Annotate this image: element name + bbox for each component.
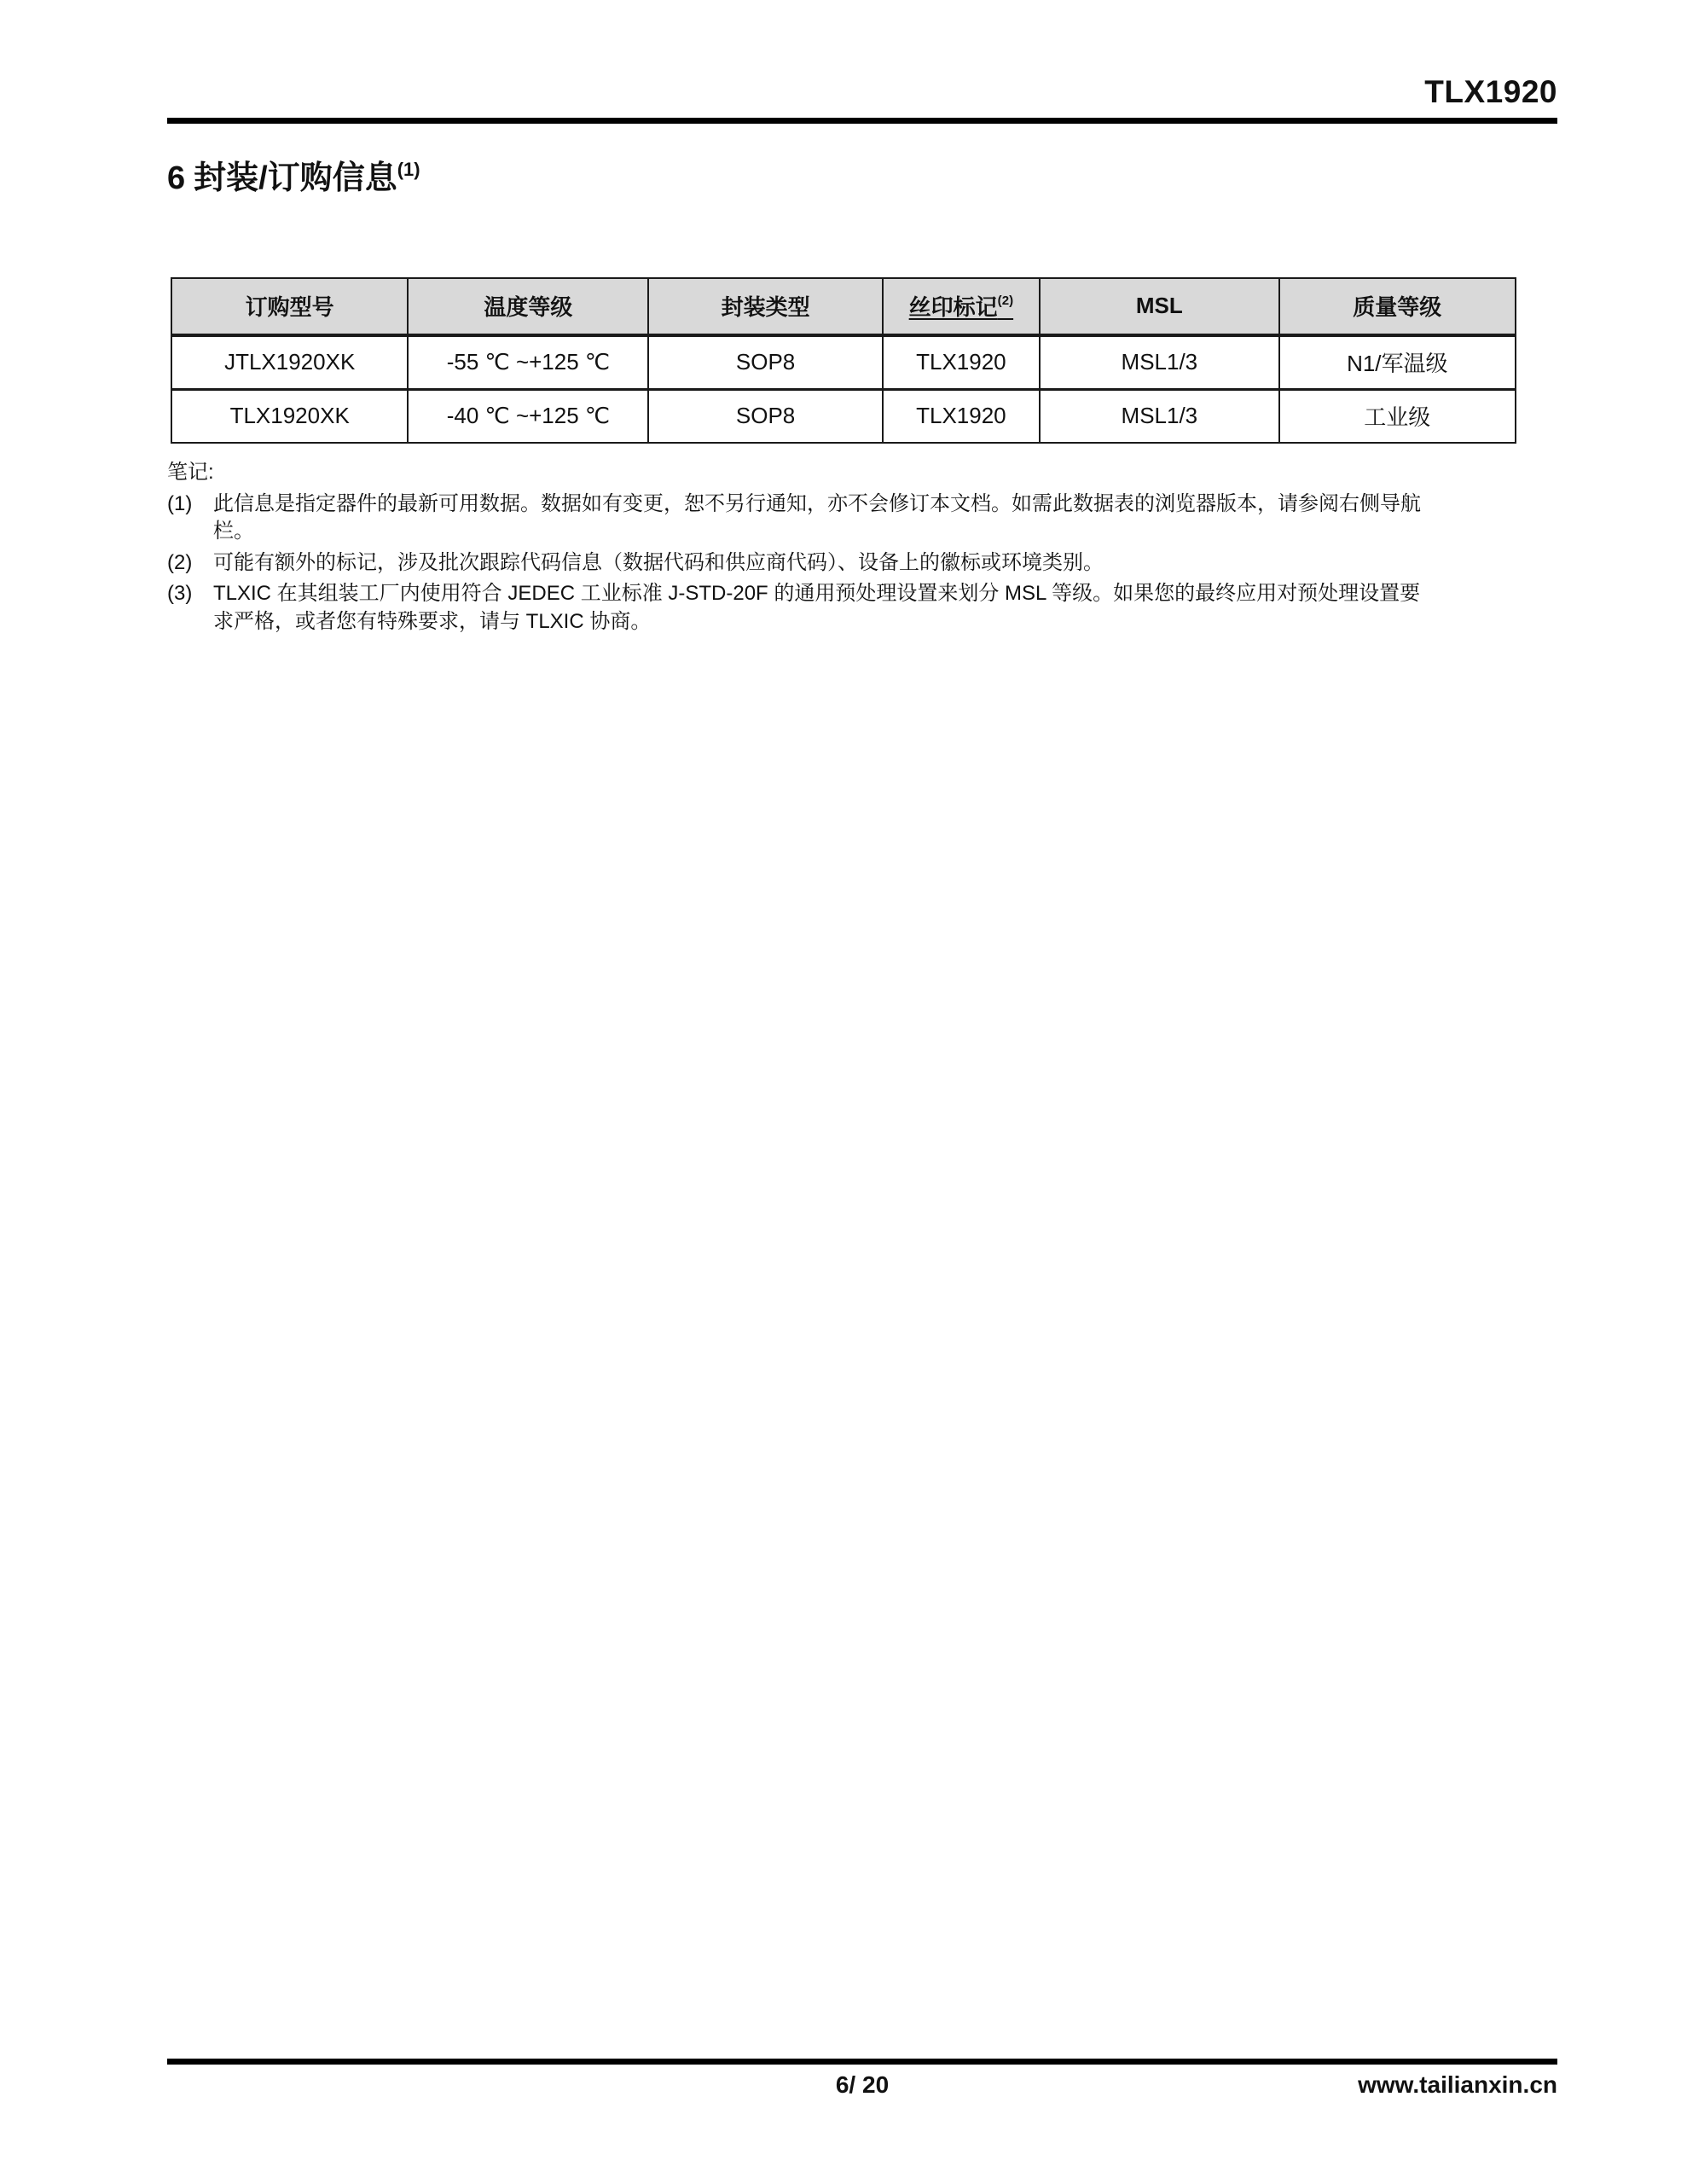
- table-cell: 工业级: [1279, 389, 1516, 443]
- section-number: 6: [167, 160, 186, 197]
- column-header: 质量等级: [1279, 278, 1516, 335]
- table-row: [171, 389, 1516, 443]
- table-cell: -40 ℃ ~+125 ℃: [408, 389, 648, 443]
- note-text: 此信息是指定器件的最新可用数据。数据如有变更，恕不另行通知，亦不会修订本文档。如需此数据表的浏览器版本，请参阅右侧导航栏。: [213, 491, 1421, 543]
- footer-rule: [167, 2059, 1557, 2065]
- table-cell: TLX1920XK: [171, 389, 408, 443]
- page-footer: [167, 2059, 1557, 2106]
- page-number: 6/ 20: [835, 2071, 890, 2098]
- notes-label: 笔记:: [167, 460, 214, 484]
- note-number: (1): [167, 491, 193, 515]
- header-rule: [167, 118, 1557, 124]
- column-header: 丝印标记$^{(2)}$: [883, 278, 1040, 335]
- footer-website: www.tailianxin.cn: [1358, 2071, 1557, 2098]
- notes-section: [167, 459, 1557, 636]
- note-text: 可能有额外的标记，涉及批次跟踪代码信息（数据代码和供应商代码）、设备上的徽标或环境类别。: [213, 550, 1104, 574]
- note-item: [167, 580, 1557, 636]
- column-header: MSL: [1040, 278, 1279, 335]
- column-header: 温度等级: [408, 278, 648, 335]
- table-cell: TLX1920: [883, 335, 1040, 390]
- page-content: [167, 0, 1557, 636]
- footer-row: [167, 2071, 1557, 2106]
- note-number: (2): [167, 550, 193, 574]
- note-text: TLXIC 在其组装工厂内使用符合 JEDEC 工业标准 J-STD-20F 的通用预处理设置来划分 MSL 等级。如果您的最终应用对预处理设置要求严格，或者您有特殊要求，请与 TLXIC 协商。: [213, 582, 1421, 634]
- section-heading: [167, 160, 1557, 199]
- table-cell: TLX1920: [883, 389, 1040, 443]
- note-item: [167, 549, 1557, 578]
- table-cell: MSL1/3: [1040, 389, 1279, 443]
- table-cell: -55 ℃ ~+125 ℃: [408, 335, 648, 390]
- notes-list: [167, 491, 1557, 636]
- note-item: [167, 491, 1557, 546]
- document-title: TLX1920: [1424, 74, 1557, 109]
- column-header: 订购型号: [171, 278, 408, 335]
- column-header: 封装类型: [648, 278, 882, 335]
- table-cell: SOP8: [648, 335, 882, 390]
- table-header-row: [171, 278, 1516, 335]
- table-cell: MSL1/3: [1040, 335, 1279, 390]
- note-number: (3): [167, 582, 193, 606]
- ordering-info-table: [171, 277, 1516, 444]
- table-cell: SOP8: [648, 389, 882, 443]
- table-cell: N1/军温级: [1279, 335, 1516, 390]
- table-row: [171, 335, 1516, 390]
- table-cell: JTLX1920XK: [171, 335, 408, 390]
- section-title: 封装/订购信息: [194, 160, 397, 197]
- section-footnote-ref: (1): [397, 158, 420, 180]
